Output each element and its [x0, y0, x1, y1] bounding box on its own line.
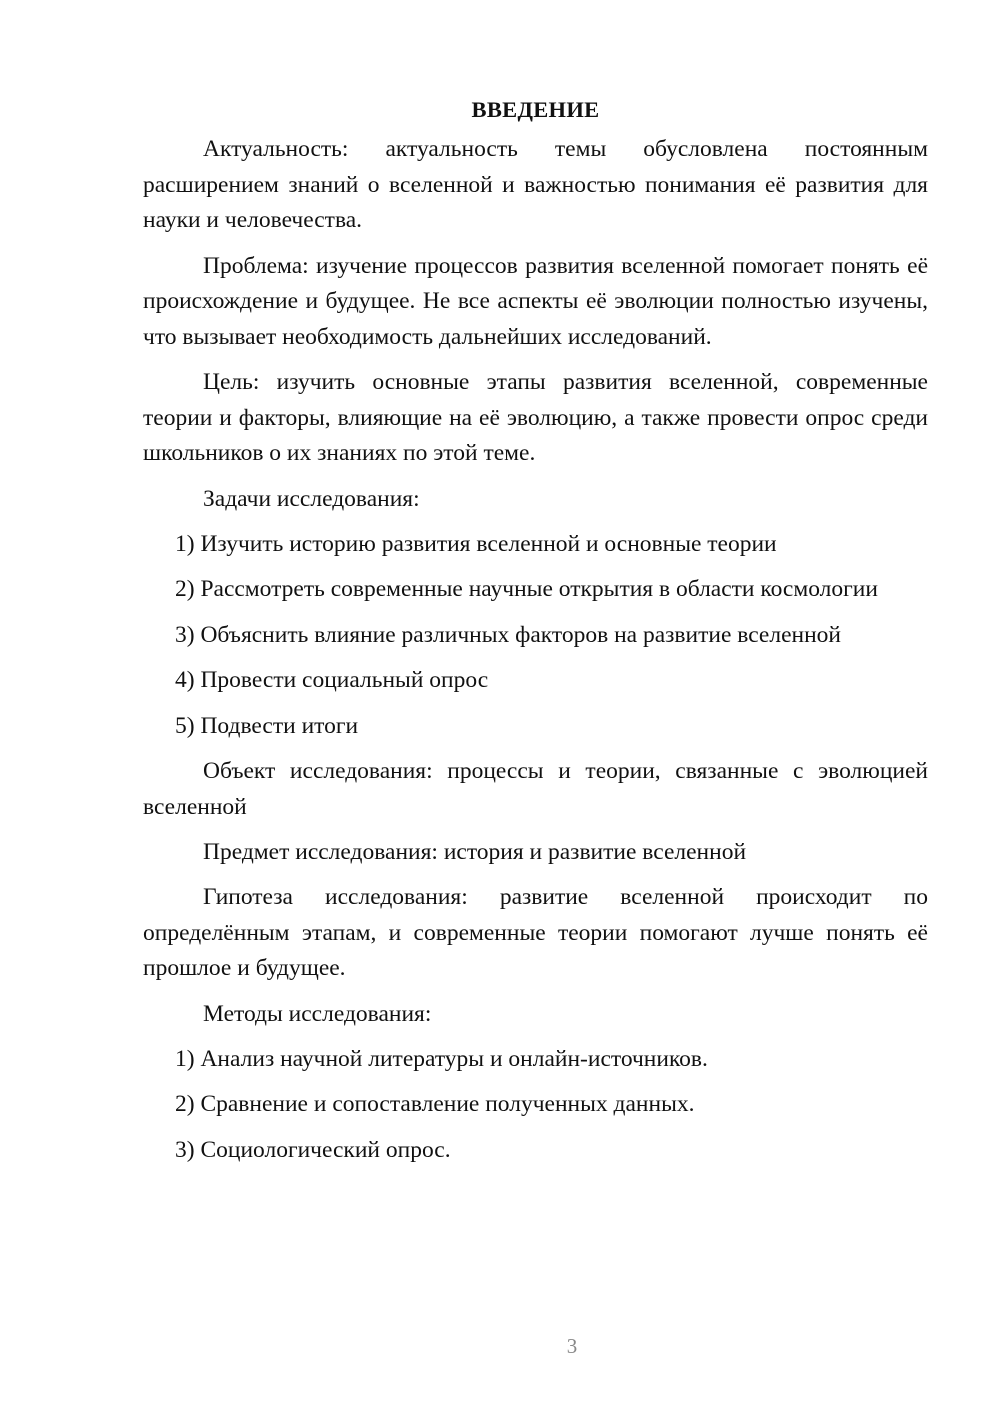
methods-heading: Методы исследования: [203, 1000, 432, 1027]
tasks-list [143, 527, 928, 745]
task-item: 5) Подвести итоги [175, 712, 359, 739]
method-item: 3) Социологический опрос. [175, 1136, 451, 1163]
task-item: 3) Объяснить влияние различных факторов на развитие вселенной [175, 621, 841, 648]
relevance-paragraph: Актуальность: актуальность темы обусловлена постоянным расширением знаний о вселенной и важностью понимания её развития для науки и человечества. [143, 136, 928, 233]
object-paragraph: Объект исследования: процессы и теории, связанные с эволюцией вселенной [143, 758, 928, 820]
section-title: ВВЕДЕНИЕ [471, 97, 600, 122]
task-item: 1) Изучить историю развития вселенной и основные теории [175, 530, 777, 557]
method-item: 2) Сравнение и сопоставление полученных данных. [175, 1091, 695, 1117]
task-item: 4) Провести социальный опрос [175, 667, 489, 693]
document-body [143, 93, 928, 1178]
tasks-heading: Задачи исследования: [203, 485, 420, 512]
method-item: 1) Анализ научной литературы и онлайн-источников. [175, 1045, 708, 1072]
methods-list [143, 1042, 928, 1169]
subject-paragraph: Предмет исследования: история и развитие вселенной [203, 839, 747, 865]
goal-paragraph: Цель: изучить основные этапы развития вселенной, современные теории и факторы, влияющие на её эволюцию, а также провести опрос среди школьников о их знаниях по этой теме. [143, 369, 928, 466]
page-number: 3 [566, 1334, 578, 1358]
hypothesis-paragraph: Гипотеза исследования: развитие вселенной происходит по определённым этапам, и современные теории помогают лучше понять её прошлое и будущее. [143, 884, 928, 981]
problem-paragraph: Проблема: изучение процессов развития вселенной помогает понять её происхождение и будущее. Не все аспекты её эволюции полностью изучены, что вызывает необходимость дальнейших исследований. [143, 252, 928, 350]
task-item: 2) Рассмотреть современные научные открытия в области космологии [175, 576, 878, 602]
